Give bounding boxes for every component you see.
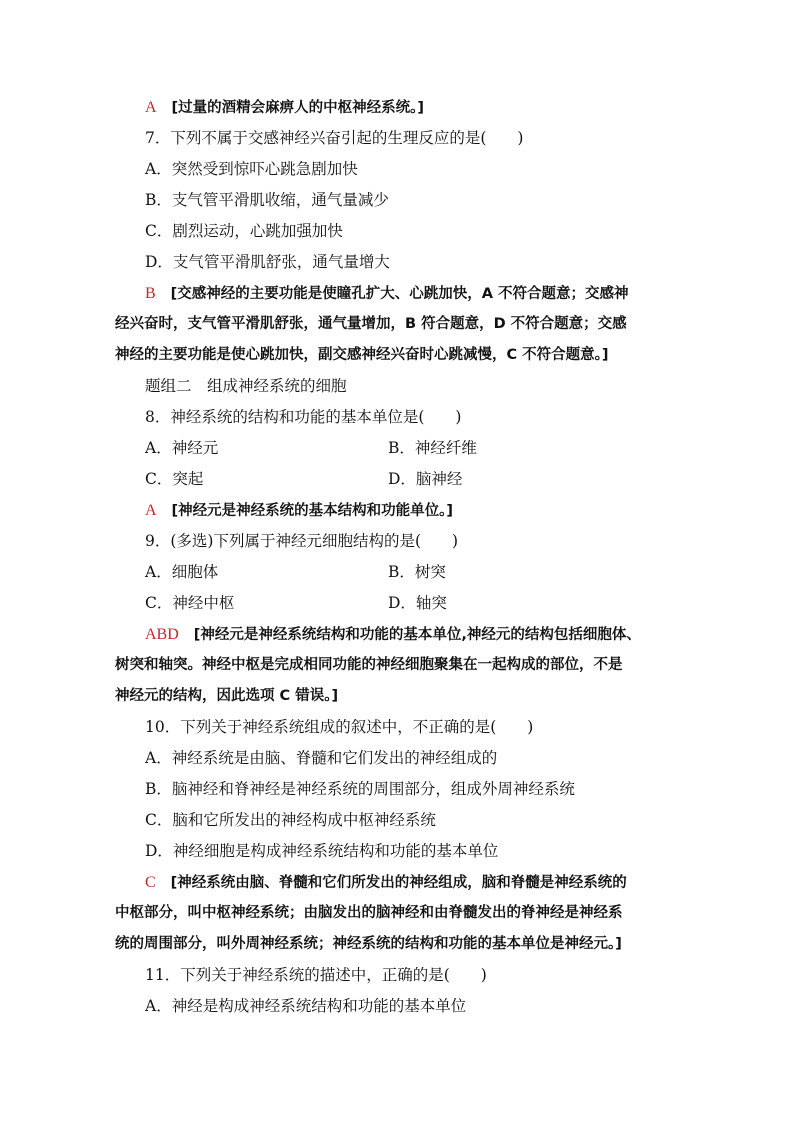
question-8-option-a: A．神经元 — [145, 439, 219, 457]
question-9-options-row-1 — [145, 557, 705, 588]
question-11: 11．下列关于神经系统的描述中，正确的是( ) — [145, 966, 487, 984]
question-7-option-b: B．支气管平滑肌收缩，通气量减少 — [145, 191, 389, 209]
answer-9-continued: 树突和轴突。神经中枢是完成相同功能的神经细胞聚集在一起构成的部位，不是 — [115, 657, 623, 673]
question-10-option-c: C．脑和它所发出的神经构成中枢神经系统 — [145, 811, 436, 829]
answer-10-continued: 统的周围部分，叫外周神经系统；神经系统的结构和功能的基本单位是神经元。] — [115, 936, 622, 952]
question-7-option-d: D．支气管平滑肌舒张，通气量增大 — [145, 253, 390, 271]
question-8-option-d: D．脑神经 — [388, 470, 463, 488]
answer-explanation: [神经元是神经系统的基本结构和功能单位。] — [171, 503, 454, 519]
answer-6 — [145, 92, 705, 124]
answer-key: A — [145, 502, 157, 519]
answer-key: A — [145, 99, 157, 116]
answer-8 — [145, 495, 705, 527]
question-11-option-a: A．神经是构成神经系统结构和功能的基本单位 — [145, 997, 467, 1015]
question-8-options-row-2 — [145, 464, 705, 495]
answer-10-continued: 中枢部分，叫中枢神经系统；由脑发出的脑神经和由脊髓发出的脊神经是神经系 — [115, 905, 623, 921]
answer-explanation: [交感神经的主要功能是使瞳孔扩大、心跳加快，A 不符合题意；交感神 — [170, 286, 629, 302]
question-9-option-a: A．细胞体 — [145, 563, 219, 581]
question-10: 10．下列关于神经系统组成的叙述中，不正确的是( ) — [145, 718, 534, 736]
question-8-option-b: B．神经纤维 — [388, 439, 477, 457]
section-heading-group-2: 题组二 组成神经系统的细胞 — [145, 377, 347, 395]
question-10-option-a: A．神经系统是由脑、脊髓和它们发出的神经组成的 — [145, 749, 498, 767]
question-9-option-c: C．神经中枢 — [145, 594, 235, 612]
question-8: 8．神经系统的结构和功能的基本单位是( ) — [145, 408, 462, 426]
question-9-option-d: D．轴突 — [388, 594, 447, 612]
question-10-option-b: B．脑神经和脊神经是神经系统的周围部分，组成外周神经系统 — [145, 780, 575, 798]
answer-9 — [145, 619, 705, 651]
answer-9-continued: 神经元的结构，因此选项 C 错误。] — [115, 688, 339, 704]
answer-7-continued: 经兴奋时，支气管平滑肌舒张，通气量增加，B 符合题意，D 不符合题意；交感 — [115, 316, 627, 332]
question-9-option-b: B．树突 — [388, 563, 446, 581]
question-7-option-a: A．突然受到惊吓心跳急剧加快 — [145, 160, 358, 178]
question-8-options-row-1 — [145, 433, 705, 464]
answer-explanation: [神经元是神经系统结构和功能的基本单位,神经元的结构包括细胞体、 — [193, 627, 641, 643]
question-8-option-c: C．突起 — [145, 470, 204, 488]
question-9-options-row-2 — [145, 588, 705, 619]
answer-key: B — [145, 285, 156, 302]
answer-explanation: [神经系统由脑、脊髓和它们所发出的神经组成，脑和脊髓是神经系统的 — [170, 875, 627, 891]
question-9: 9．(多选)下列属于神经元细胞结构的是( ) — [145, 532, 459, 550]
question-10-option-d: D．神经细胞是构成神经系统结构和功能的基本单位 — [145, 842, 499, 860]
answer-10 — [145, 867, 705, 899]
answer-key: C — [145, 874, 156, 891]
question-7: 7．下列不属于交感神经兴奋引起的生理反应的是( ) — [145, 129, 524, 147]
answer-7 — [145, 278, 705, 310]
answer-7-continued: 神经的主要功能是使心跳加快，副交感神经兴奋时心跳减慢，C 不符合题意。] — [115, 347, 609, 363]
question-7-option-c: C．剧烈运动，心跳加强加快 — [145, 222, 343, 240]
answer-explanation: [过量的酒精会麻痹人的中枢神经系统。] — [171, 100, 425, 116]
answer-key: ABD — [145, 626, 179, 643]
